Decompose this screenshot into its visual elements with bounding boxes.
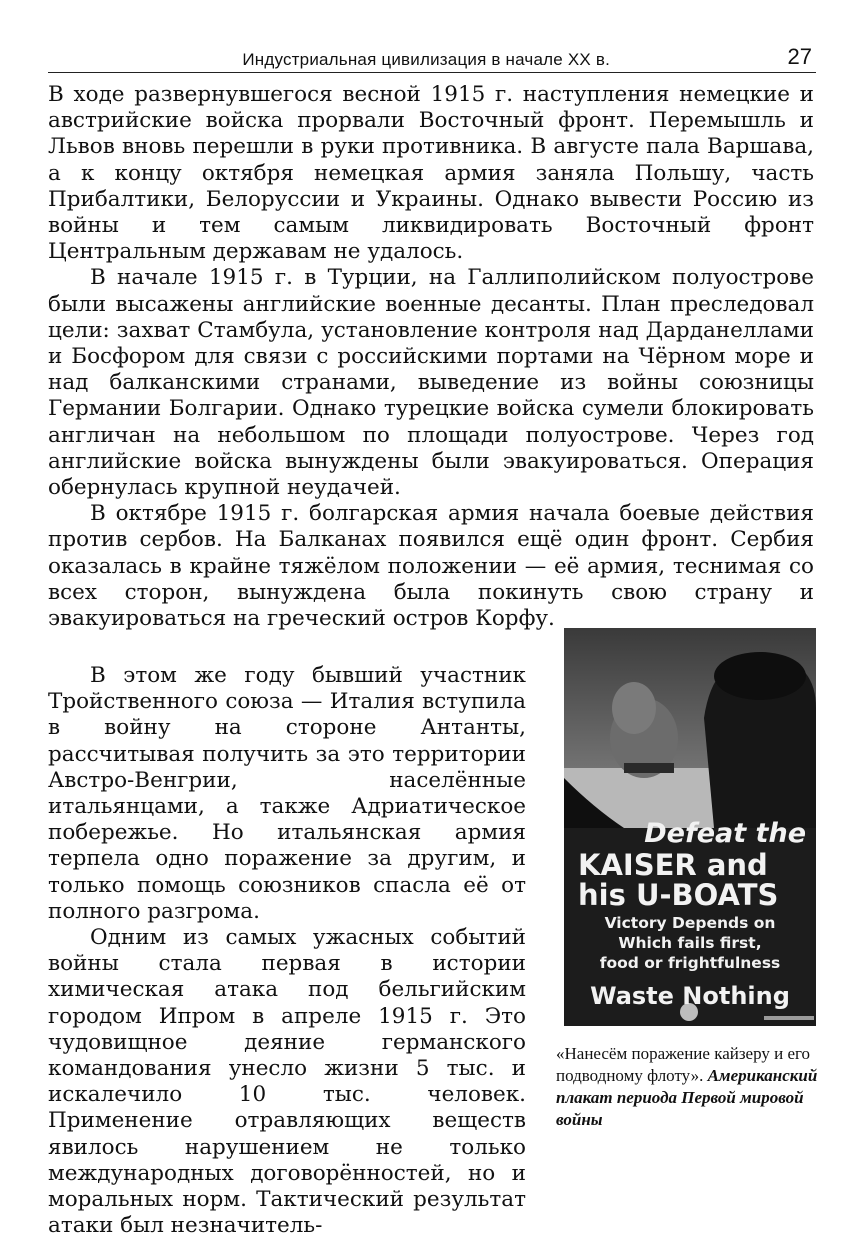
paragraph-3: В октябре 1915 г. болгарская армия начала боевые действия против сербов. На Балканах появился ещё один фронт. Сербия оказалась в крайне тяжёлом положении — её армия, теснимая со всех сторон, вынуждена была покинуть свою страну и эвакуироваться на греческий остров Корфу. (48, 501, 814, 632)
running-header-title: Индустриальная цивилизация в начале XX в. (242, 50, 610, 69)
paragraph-5: Одним из самых ужасных событий войны стала первая в истории химическая атака под бельгийским городом Ипром в апреле 1915 г. Это чудовищное деяние германского командования унесло жизни 5 тыс. и искалечило 10 тыс. человек. Применение отравляющих веществ явилось нарушением не только международных договорённостей, но и моральных норм. Тактический результат атаки был незначитель- (48, 925, 526, 1239)
poster-line-1: Defeat the (644, 818, 806, 849)
caption-description: Американский плакат периода Первой мировой войны (556, 1066, 818, 1129)
body-text (48, 82, 814, 632)
paragraph-1: В ходе развернувшегося весной 1915 г. наступления немецкие и австрийские войска прорвали Восточный фронт. Перемышль и Львов вновь перешли в руки противника. В августе пала Варшава, а к концу октября немецкая армия заняла Польшу, часть Прибалтики, Белоруссии и Украины. Однако вывести Россию из войны и тем самым ликвидировать Восточный фронт Центральным державам не удалось. (48, 82, 814, 265)
poster-image (564, 628, 816, 1026)
poster-line-2: KAISER and (578, 848, 768, 882)
page-number: 27 (787, 44, 812, 69)
figure-caption (556, 1043, 818, 1131)
body-text-narrow (48, 663, 526, 1239)
poster-line-4: Victory Depends on (604, 914, 776, 932)
caption-quote: «Нанесём поражение кайзеру и его подводному флоту». (556, 1044, 811, 1085)
poster-line-7: Waste Nothing (590, 982, 790, 1010)
poster-line-3: his U-BOATS (578, 878, 779, 912)
running-header (48, 44, 816, 73)
poster-line-5: Which fails first, (618, 934, 762, 952)
poster-line-6: food or frightfulness (599, 954, 781, 972)
paragraph-2: В начале 1915 г. в Турции, на Галлиполийском полуострове были высажены английские военные десанты. План преследовал цели: захват Стамбула, установление контроля над Дарданеллами и Босфором для связи с российскими портами на Чёрном море и над балканскими странами, выведение из войны союзницы Германии Болгарии. Однако турецкие войска сумели блокировать англичан на небольшом по площади полуострове. Через год английские войска вынуждены были эвакуироваться. Операция обернулась крупной неудачей. (48, 265, 814, 501)
paragraph-4: В этом же году бывший участник Тройственного союза — Италия вступила в войну на стороне Антанты, рассчитывая получить за это территории Австро-Венгрии, населённые итальянцами, а также Адриатическое побережье. Но итальянская армия терпела одно поражение за другим, и только помощь союзников спасла её от полного разгрома. (48, 663, 526, 924)
